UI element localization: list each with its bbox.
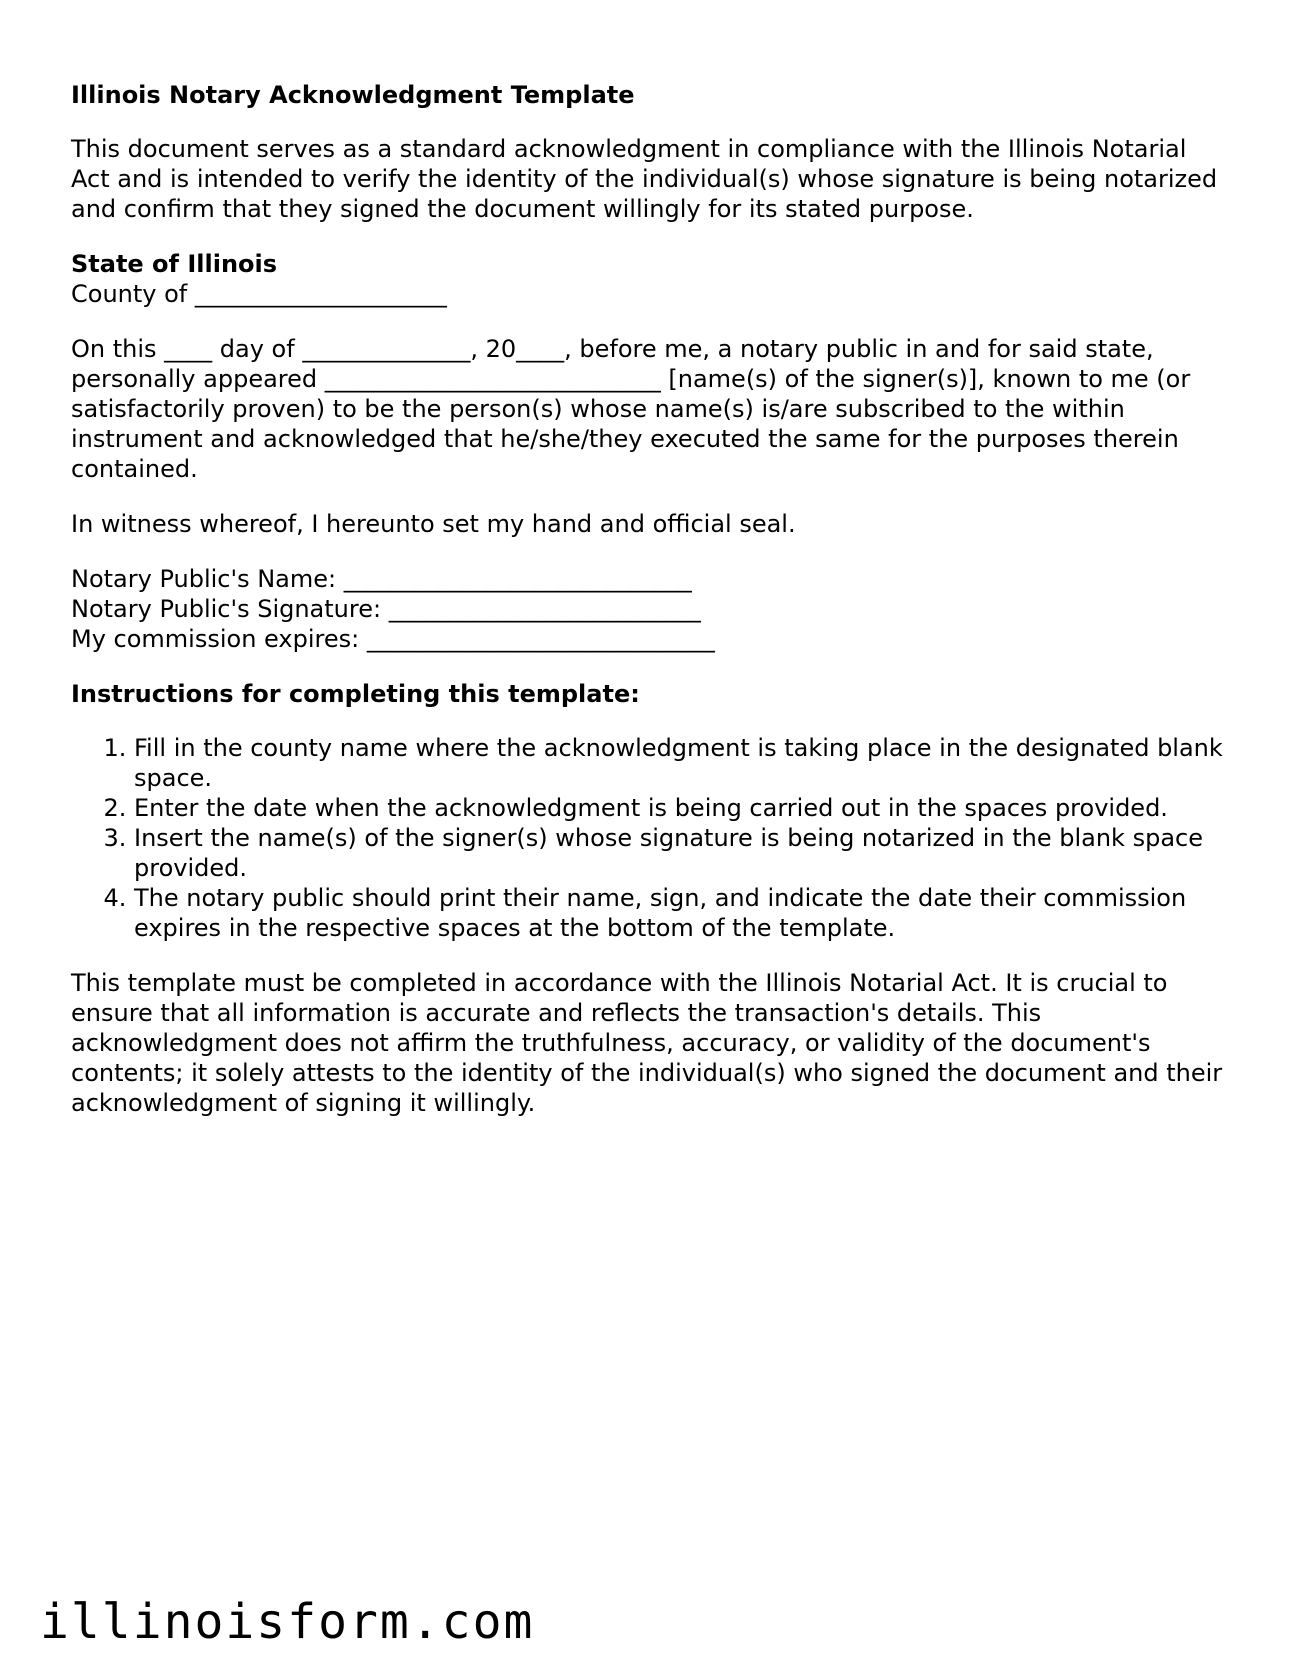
county-line: County of _____________________ xyxy=(71,280,447,308)
instructions-list xyxy=(71,733,1231,943)
instructions-heading: Instructions for completing this template: xyxy=(71,680,640,708)
document-title: Illinois Notary Acknowledgment Template xyxy=(71,81,635,109)
instruction-item: 1. Fill in the county name where the acknowledgment is taking place in the designated blank space. xyxy=(134,733,1231,793)
instruction-item: 4. The notary public should print their name, sign, and indicate the date their commission expires in the respective spaces at the bottom of the template. xyxy=(134,883,1231,943)
instruction-item: 2. Enter the date when the acknowledgment is being carried out in the spaces provided. xyxy=(134,793,1231,823)
notary-signature-field: Notary Public's Signature: __________________________ xyxy=(71,595,701,623)
document-page xyxy=(71,80,1231,1143)
venue-block xyxy=(71,249,1231,309)
site-watermark: illinoisform.com xyxy=(40,1594,535,1650)
state-heading: State of Illinois xyxy=(71,250,278,278)
acknowledgment-paragraph: On this ____ day of ______________, 20____, before me, a notary public in and for said state, personally appeared ____________________________ [name(s) of the signer(s)], known to me (or satisfactorily proven) to be the person(s) whose name(s) is/are subscribed to the within instrument and acknowledged that he/she/they executed the same for the purposes therein contained. xyxy=(71,335,1191,483)
instruction-item: 3. Insert the name(s) of the signer(s) whose signature is being notarized in the blank space provided. xyxy=(134,823,1231,883)
notary-name-field: Notary Public's Name: _____________________________ xyxy=(71,565,692,593)
intro-paragraph: This document serves as a standard acknowledgment in compliance with the Illinois Notarial Act and is intended to verify the identity of the individual(s) whose signature is being notarized and confirm that they signed the document willingly for its stated purpose. xyxy=(71,135,1218,223)
notary-fields xyxy=(71,564,1231,654)
commission-expiry-field: My commission expires: _____________________________ xyxy=(71,625,715,653)
closing-paragraph: This template must be completed in accordance with the Illinois Notarial Act. It is crucial to ensure that all information is accurate and reflects the transaction's details. This acknowledgment does not affirm the truthfulness, accuracy, or validity of the document's contents; it solely attests to the identity of the individual(s) who signed the document and their acknowledgment of signing it willingly. xyxy=(71,969,1223,1117)
witness-line: In witness whereof, I hereunto set my hand and official seal. xyxy=(71,510,796,538)
